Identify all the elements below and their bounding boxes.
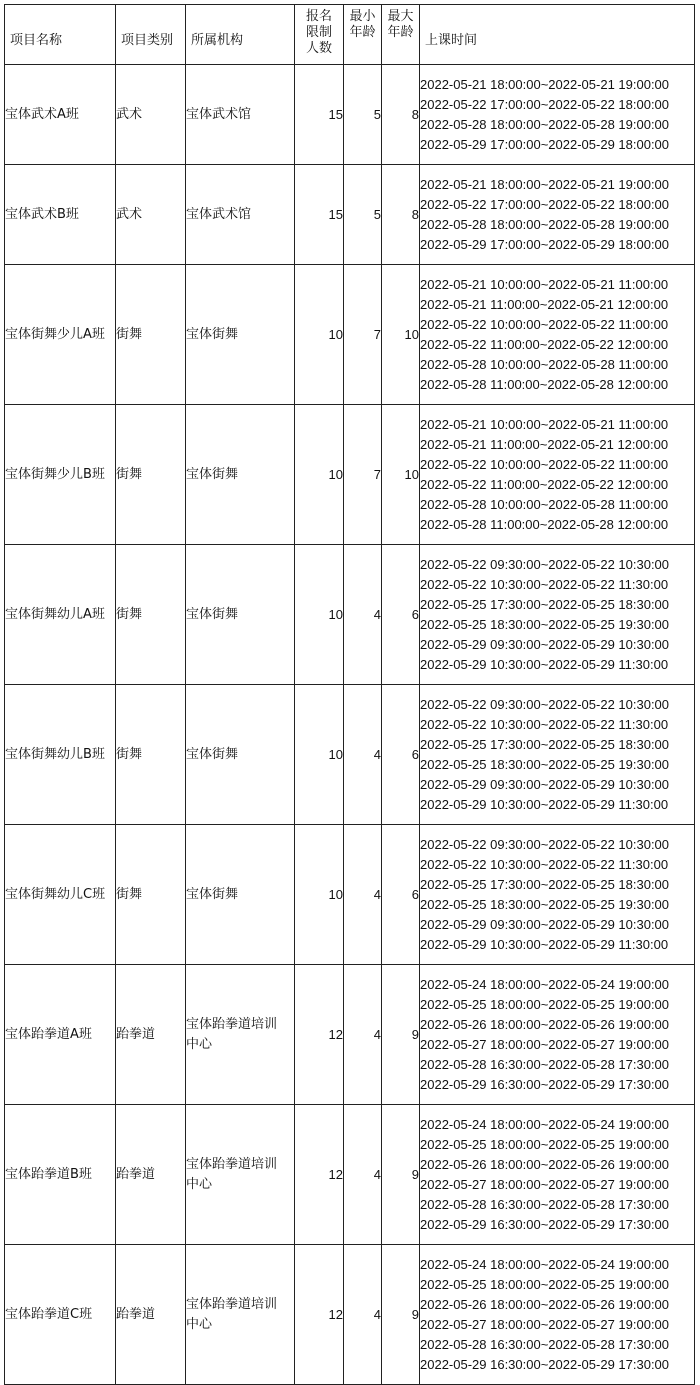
table-row bbox=[5, 685, 695, 825]
header-org: 所属机构 bbox=[186, 5, 295, 65]
table-row bbox=[5, 165, 695, 265]
time-slot: 2022-05-29 10:30:00~2022-05-29 11:30:00 bbox=[420, 936, 669, 952]
header-time: 上课时间 bbox=[420, 5, 695, 65]
table-header-row bbox=[5, 5, 695, 65]
cell-max-age: 10 bbox=[382, 265, 420, 405]
time-slot: 2022-05-28 10:00:00~2022-05-28 11:00:00 bbox=[420, 496, 669, 512]
cell-category: 街舞 bbox=[116, 405, 186, 545]
cell-min-age: 5 bbox=[344, 65, 382, 165]
cell-category: 跆拳道 bbox=[116, 965, 186, 1105]
time-slot: 2022-05-29 17:00:00~2022-05-29 18:00:00 bbox=[420, 136, 670, 152]
time-slot: 2022-05-25 18:30:00~2022-05-25 19:30:00 bbox=[420, 616, 670, 632]
cell-min-age: 7 bbox=[344, 265, 382, 405]
cell-max-age: 8 bbox=[382, 165, 420, 265]
header-limit-line: 人数 bbox=[305, 41, 332, 56]
time-slot: 2022-05-22 10:00:00~2022-05-22 11:00:00 bbox=[420, 456, 669, 472]
time-slot: 2022-05-22 10:30:00~2022-05-22 11:30:00 bbox=[420, 576, 669, 592]
cell-min-age: 4 bbox=[344, 545, 382, 685]
time-slot: 2022-05-29 16:30:00~2022-05-29 17:30:00 bbox=[420, 1076, 670, 1092]
time-slot: 2022-05-26 18:00:00~2022-05-26 19:00:00 bbox=[420, 1016, 670, 1032]
cell-limit: 10 bbox=[295, 405, 344, 545]
time-slot: 2022-05-29 09:30:00~2022-05-29 10:30:00 bbox=[420, 636, 670, 652]
table-row bbox=[5, 825, 695, 965]
cell-min-age: 5 bbox=[344, 165, 382, 265]
cell-name: 宝体街舞幼儿C班 bbox=[5, 825, 116, 965]
time-slot: 2022-05-22 17:00:00~2022-05-22 18:00:00 bbox=[420, 196, 670, 212]
cell-name: 宝体跆拳道C班 bbox=[5, 1245, 116, 1385]
time-slot: 2022-05-27 18:00:00~2022-05-27 19:00:00 bbox=[420, 1316, 670, 1332]
time-slot: 2022-05-28 18:00:00~2022-05-28 19:00:00 bbox=[420, 116, 670, 132]
table-row bbox=[5, 1245, 695, 1385]
header-limit bbox=[295, 5, 344, 65]
time-slot: 2022-05-25 18:30:00~2022-05-25 19:30:00 bbox=[420, 896, 670, 912]
time-slot: 2022-05-22 10:00:00~2022-05-22 11:00:00 bbox=[420, 316, 669, 332]
time-slot: 2022-05-22 11:00:00~2022-05-22 12:00:00 bbox=[420, 476, 669, 492]
time-slot: 2022-05-29 09:30:00~2022-05-29 10:30:00 bbox=[420, 776, 670, 792]
cell-times bbox=[420, 825, 695, 965]
table-row bbox=[5, 965, 695, 1105]
cell-name: 宝体街舞幼儿B班 bbox=[5, 685, 116, 825]
time-slot: 2022-05-25 17:30:00~2022-05-25 18:30:00 bbox=[420, 736, 670, 752]
time-slot: 2022-05-24 18:00:00~2022-05-24 19:00:00 bbox=[420, 1256, 670, 1272]
cell-category: 街舞 bbox=[116, 545, 186, 685]
course-schedule-table bbox=[4, 4, 695, 1385]
time-slot: 2022-05-26 18:00:00~2022-05-26 19:00:00 bbox=[420, 1296, 670, 1312]
cell-limit: 15 bbox=[295, 165, 344, 265]
cell-limit: 12 bbox=[295, 1245, 344, 1385]
time-slot: 2022-05-21 10:00:00~2022-05-21 11:00:00 bbox=[420, 276, 669, 292]
cell-name: 宝体武术A班 bbox=[5, 65, 116, 165]
time-slot: 2022-05-29 10:30:00~2022-05-29 11:30:00 bbox=[420, 796, 669, 812]
header-limit-line: 限制 bbox=[305, 25, 332, 40]
cell-org: 宝体街舞 bbox=[186, 685, 295, 825]
cell-times bbox=[420, 965, 695, 1105]
cell-limit: 15 bbox=[295, 65, 344, 165]
cell-org: 宝体武术馆 bbox=[186, 65, 295, 165]
time-slot: 2022-05-28 16:30:00~2022-05-28 17:30:00 bbox=[420, 1196, 670, 1212]
cell-max-age: 10 bbox=[382, 405, 420, 545]
time-slot: 2022-05-28 18:00:00~2022-05-28 19:00:00 bbox=[420, 216, 670, 232]
cell-limit: 10 bbox=[295, 265, 344, 405]
cell-org: 宝体跆拳道培训中心 bbox=[186, 1245, 295, 1385]
cell-times bbox=[420, 65, 695, 165]
time-slot: 2022-05-21 10:00:00~2022-05-21 11:00:00 bbox=[420, 416, 669, 432]
cell-name: 宝体跆拳道B班 bbox=[5, 1105, 116, 1245]
time-slot: 2022-05-29 16:30:00~2022-05-29 17:30:00 bbox=[420, 1216, 670, 1232]
cell-min-age: 4 bbox=[344, 685, 382, 825]
time-slot: 2022-05-25 17:30:00~2022-05-25 18:30:00 bbox=[420, 876, 670, 892]
header-max-age-line: 最大 bbox=[387, 9, 414, 24]
cell-times bbox=[420, 1105, 695, 1245]
cell-times bbox=[420, 405, 695, 545]
time-slot: 2022-05-28 11:00:00~2022-05-28 12:00:00 bbox=[420, 516, 669, 532]
time-slot: 2022-05-25 18:00:00~2022-05-25 19:00:00 bbox=[420, 1136, 670, 1152]
time-slot: 2022-05-29 16:30:00~2022-05-29 17:30:00 bbox=[420, 1356, 670, 1372]
cell-org: 宝体街舞 bbox=[186, 405, 295, 545]
time-slot: 2022-05-25 18:00:00~2022-05-25 19:00:00 bbox=[420, 996, 670, 1012]
time-slot: 2022-05-24 18:00:00~2022-05-24 19:00:00 bbox=[420, 976, 670, 992]
cell-times bbox=[420, 545, 695, 685]
cell-category: 武术 bbox=[116, 65, 186, 165]
time-slot: 2022-05-22 10:30:00~2022-05-22 11:30:00 bbox=[420, 716, 669, 732]
header-max-age bbox=[382, 5, 420, 65]
cell-name: 宝体武术B班 bbox=[5, 165, 116, 265]
cell-max-age: 9 bbox=[382, 1245, 420, 1385]
table-row bbox=[5, 545, 695, 685]
cell-name: 宝体跆拳道A班 bbox=[5, 965, 116, 1105]
header-name: 项目名称 bbox=[5, 5, 116, 65]
header-category: 项目类别 bbox=[116, 5, 186, 65]
cell-category: 武术 bbox=[116, 165, 186, 265]
cell-name: 宝体街舞幼儿A班 bbox=[5, 545, 116, 685]
time-slot: 2022-05-21 18:00:00~2022-05-21 19:00:00 bbox=[420, 176, 670, 192]
time-slot: 2022-05-28 16:30:00~2022-05-28 17:30:00 bbox=[420, 1336, 670, 1352]
cell-limit: 12 bbox=[295, 965, 344, 1105]
cell-category: 街舞 bbox=[116, 685, 186, 825]
time-slot: 2022-05-21 18:00:00~2022-05-21 19:00:00 bbox=[420, 76, 670, 92]
time-slot: 2022-05-22 09:30:00~2022-05-22 10:30:00 bbox=[420, 696, 670, 712]
time-slot: 2022-05-28 16:30:00~2022-05-28 17:30:00 bbox=[420, 1056, 670, 1072]
cell-limit: 10 bbox=[295, 685, 344, 825]
cell-limit: 10 bbox=[295, 825, 344, 965]
time-slot: 2022-05-25 18:00:00~2022-05-25 19:00:00 bbox=[420, 1276, 670, 1292]
table-body bbox=[5, 65, 695, 1385]
cell-org: 宝体街舞 bbox=[186, 265, 295, 405]
time-slot: 2022-05-21 11:00:00~2022-05-21 12:00:00 bbox=[420, 436, 669, 452]
cell-min-age: 4 bbox=[344, 965, 382, 1105]
cell-category: 跆拳道 bbox=[116, 1245, 186, 1385]
cell-min-age: 4 bbox=[344, 1105, 382, 1245]
cell-max-age: 9 bbox=[382, 965, 420, 1105]
cell-name: 宝体街舞少儿A班 bbox=[5, 265, 116, 405]
cell-category: 街舞 bbox=[116, 265, 186, 405]
cell-max-age: 9 bbox=[382, 1105, 420, 1245]
cell-category: 街舞 bbox=[116, 825, 186, 965]
header-limit-line: 报名 bbox=[305, 9, 332, 24]
time-slot: 2022-05-22 17:00:00~2022-05-22 18:00:00 bbox=[420, 96, 670, 112]
time-slot: 2022-05-22 09:30:00~2022-05-22 10:30:00 bbox=[420, 556, 670, 572]
time-slot: 2022-05-22 11:00:00~2022-05-22 12:00:00 bbox=[420, 336, 669, 352]
cell-org: 宝体武术馆 bbox=[186, 165, 295, 265]
table-row bbox=[5, 265, 695, 405]
time-slot: 2022-05-29 09:30:00~2022-05-29 10:30:00 bbox=[420, 916, 670, 932]
cell-min-age: 4 bbox=[344, 1245, 382, 1385]
cell-org: 宝体街舞 bbox=[186, 545, 295, 685]
cell-times bbox=[420, 165, 695, 265]
cell-org: 宝体街舞 bbox=[186, 825, 295, 965]
cell-max-age: 6 bbox=[382, 825, 420, 965]
cell-min-age: 7 bbox=[344, 405, 382, 545]
cell-times bbox=[420, 265, 695, 405]
cell-min-age: 4 bbox=[344, 825, 382, 965]
time-slot: 2022-05-22 09:30:00~2022-05-22 10:30:00 bbox=[420, 836, 670, 852]
cell-category: 跆拳道 bbox=[116, 1105, 186, 1245]
header-min-age-line: 最小 bbox=[349, 9, 376, 24]
time-slot: 2022-05-26 18:00:00~2022-05-26 19:00:00 bbox=[420, 1156, 670, 1172]
time-slot: 2022-05-29 17:00:00~2022-05-29 18:00:00 bbox=[420, 236, 670, 252]
cell-limit: 10 bbox=[295, 545, 344, 685]
cell-times bbox=[420, 1245, 695, 1385]
time-slot: 2022-05-28 10:00:00~2022-05-28 11:00:00 bbox=[420, 356, 669, 372]
time-slot: 2022-05-25 18:30:00~2022-05-25 19:30:00 bbox=[420, 756, 670, 772]
table-row bbox=[5, 65, 695, 165]
cell-org: 宝体跆拳道培训中心 bbox=[186, 1105, 295, 1245]
cell-limit: 12 bbox=[295, 1105, 344, 1245]
time-slot: 2022-05-29 10:30:00~2022-05-29 11:30:00 bbox=[420, 656, 669, 672]
cell-times bbox=[420, 685, 695, 825]
cell-max-age: 6 bbox=[382, 545, 420, 685]
table-row bbox=[5, 1105, 695, 1245]
cell-max-age: 6 bbox=[382, 685, 420, 825]
time-slot: 2022-05-27 18:00:00~2022-05-27 19:00:00 bbox=[420, 1176, 670, 1192]
time-slot: 2022-05-27 18:00:00~2022-05-27 19:00:00 bbox=[420, 1036, 670, 1052]
table-row bbox=[5, 405, 695, 545]
time-slot: 2022-05-22 10:30:00~2022-05-22 11:30:00 bbox=[420, 856, 669, 872]
header-min-age-line: 年龄 bbox=[349, 25, 376, 40]
time-slot: 2022-05-24 18:00:00~2022-05-24 19:00:00 bbox=[420, 1116, 670, 1132]
time-slot: 2022-05-21 11:00:00~2022-05-21 12:00:00 bbox=[420, 296, 669, 312]
cell-max-age: 8 bbox=[382, 65, 420, 165]
header-max-age-line: 年龄 bbox=[387, 25, 414, 40]
time-slot: 2022-05-25 17:30:00~2022-05-25 18:30:00 bbox=[420, 596, 670, 612]
cell-org: 宝体跆拳道培训中心 bbox=[186, 965, 295, 1105]
header-min-age bbox=[344, 5, 382, 65]
cell-name: 宝体街舞少儿B班 bbox=[5, 405, 116, 545]
time-slot: 2022-05-28 11:00:00~2022-05-28 12:00:00 bbox=[420, 376, 669, 392]
